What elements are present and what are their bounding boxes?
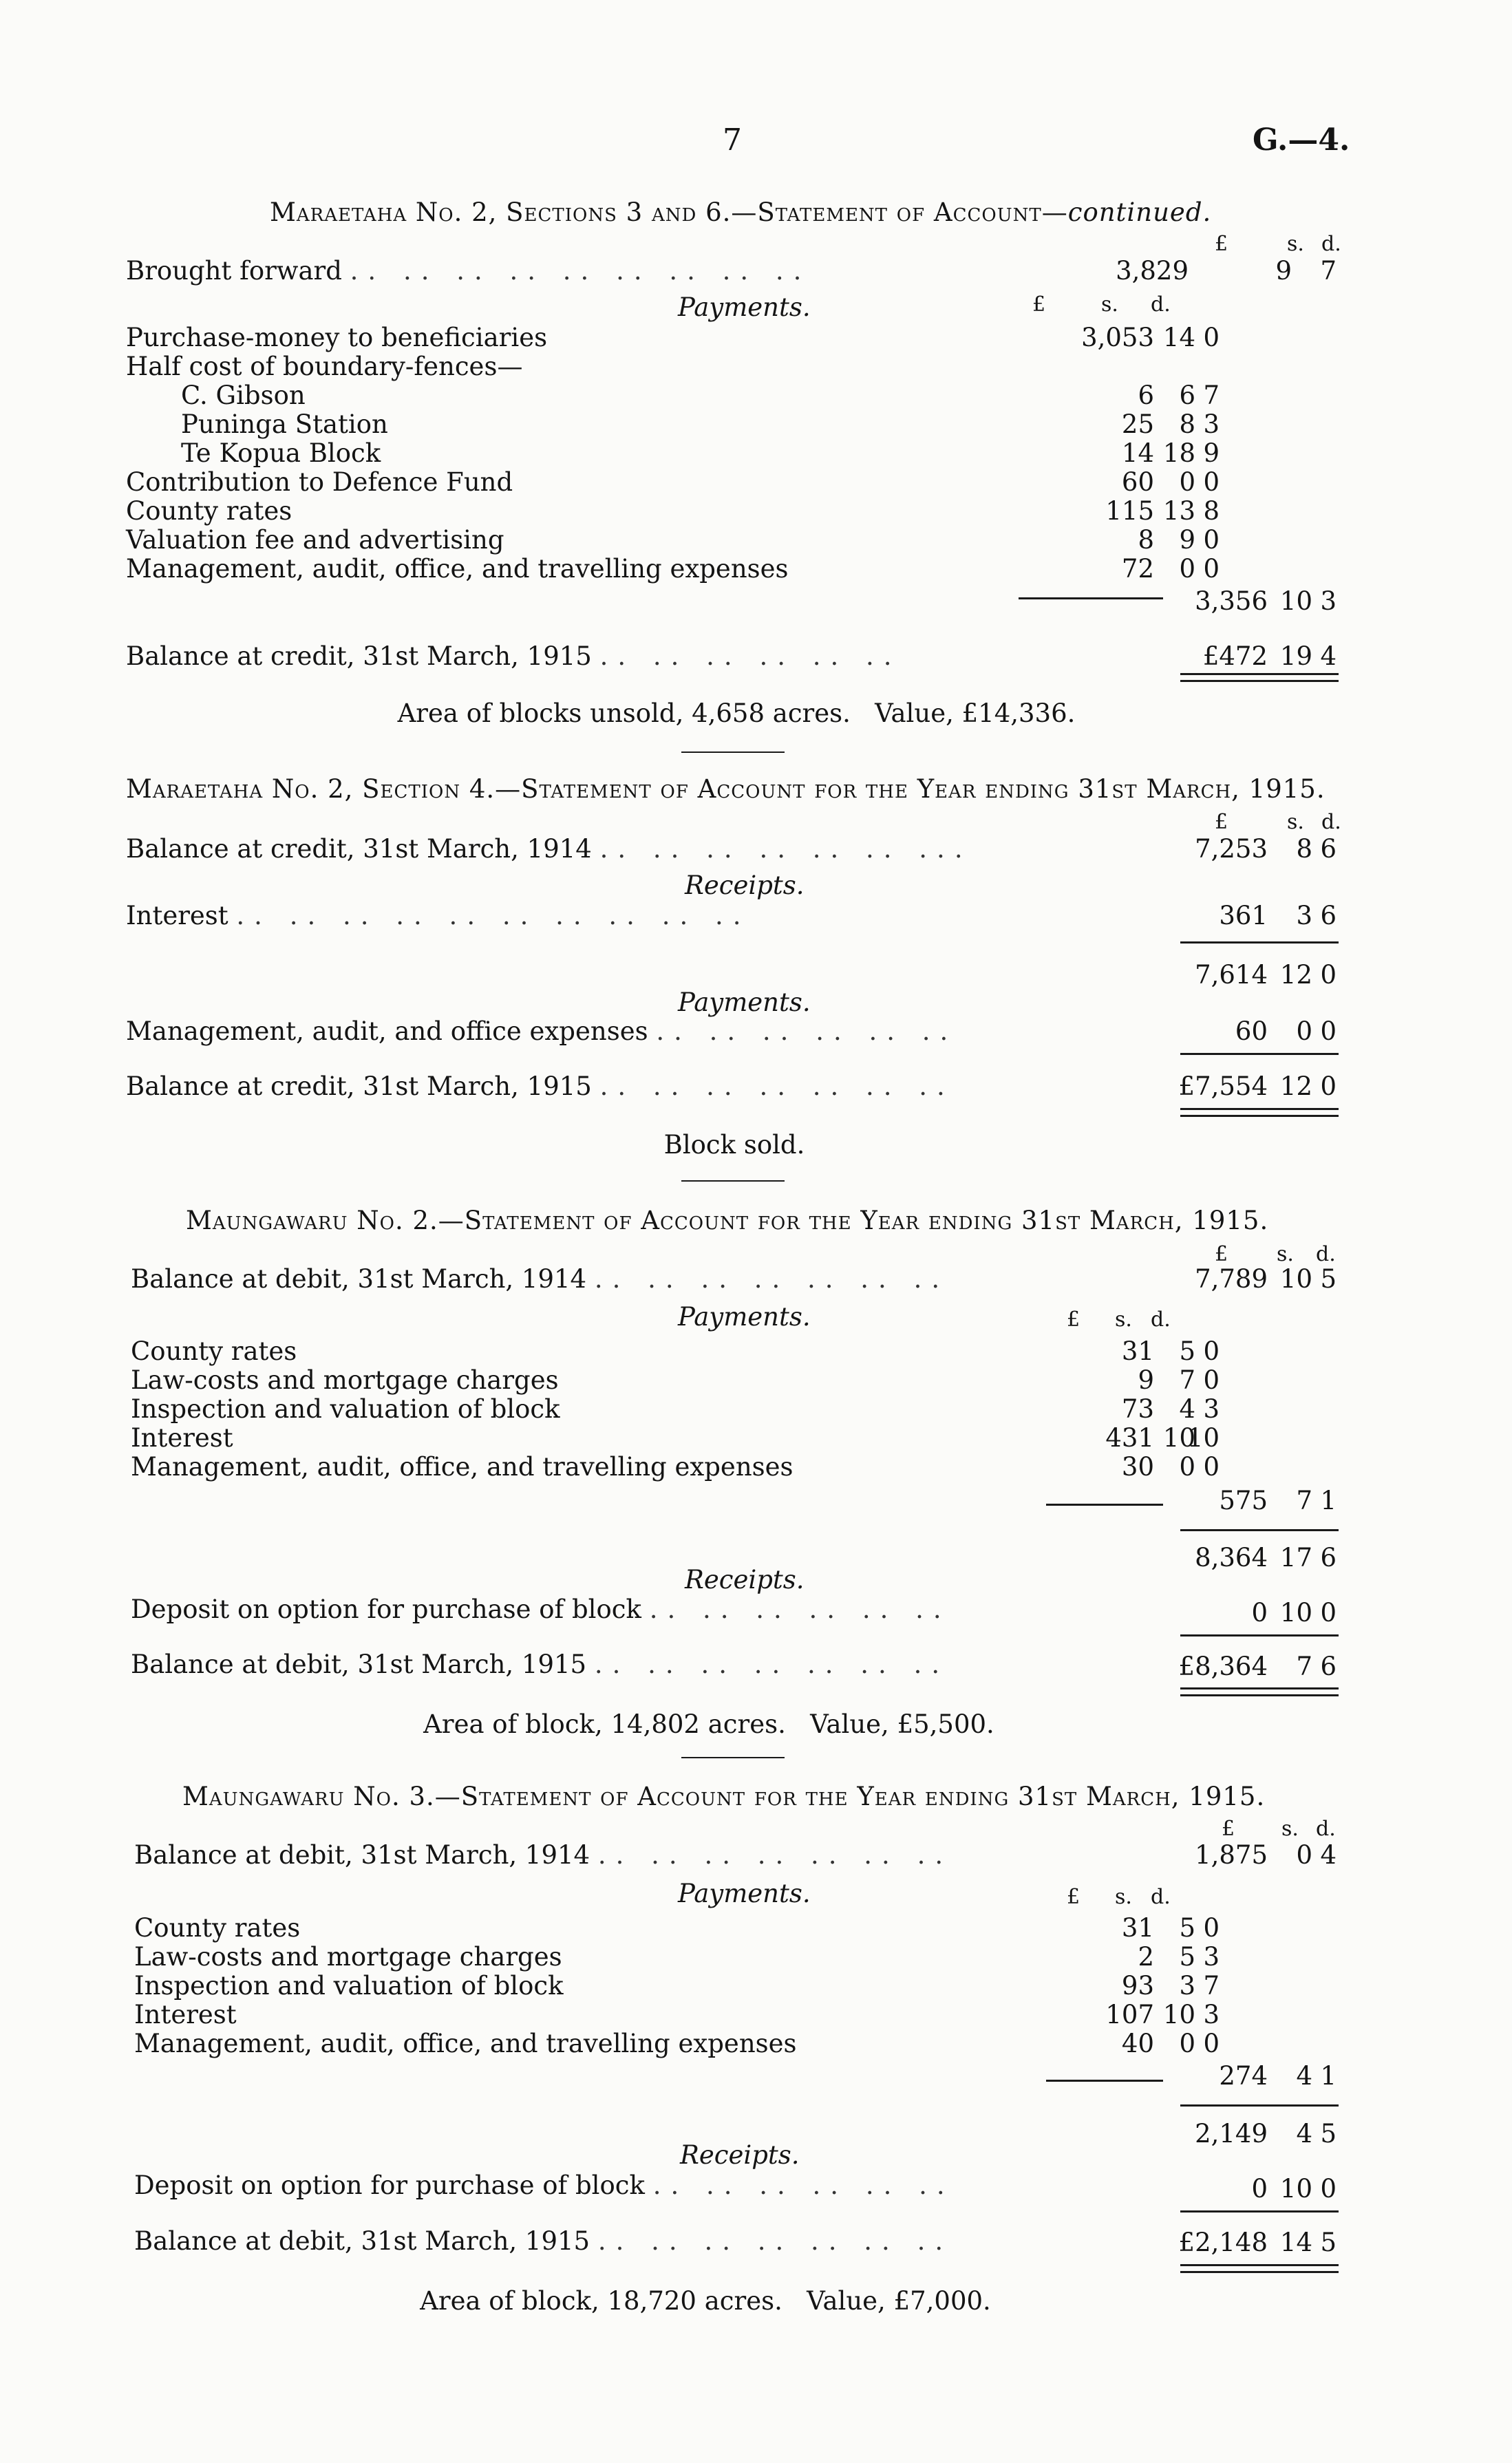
amount-pounds: 361 (1219, 901, 1268, 930)
currency-head-pounds: £ (1067, 1308, 1080, 1332)
currency-head-shillings: s. (1287, 232, 1304, 256)
amount-pence: 0 (1203, 554, 1220, 584)
amount-pence: 6 (1320, 1652, 1337, 1681)
section-footnote: Area of block, 18,720 acres. Value, £7,000. (420, 2286, 991, 2316)
amount-pounds: £7,554 (1178, 1071, 1268, 1101)
amount-pence: 5 (1320, 2119, 1337, 2149)
line-label: Balance at debit, 31st March, 1915 .. .. .. .. .. .. .. (131, 1650, 950, 1679)
currency-head-pence: d. (1151, 1885, 1171, 1909)
line-label: Deposit on option for purchase of block .. .. .. .. .. .. (134, 2171, 955, 2200)
subtotal-rule (1180, 941, 1339, 943)
line-label: C. Gibson (181, 381, 306, 410)
amount-pounds: 14 (1121, 438, 1154, 468)
currency-head-pence: d. (1321, 810, 1341, 834)
amount-shillings: 14 (1162, 323, 1195, 352)
amount-pence: 3 (1203, 1942, 1220, 1972)
line-label: Balance at debit, 31st March, 1914 .. .. .. .. .. .. .. (134, 1840, 953, 1870)
amount-pounds: 0 (1251, 1598, 1268, 1628)
currency-head-pence: d. (1151, 1308, 1171, 1332)
amount-pence: 6 (1320, 901, 1337, 930)
total-rule (1180, 1115, 1339, 1117)
total-rule (1180, 1694, 1339, 1696)
total-rule (1180, 673, 1339, 675)
amount-shillings: 9 (1179, 525, 1195, 555)
line-label: Balance at credit, 31st March, 1915 .. .. .. .. .. .. .. (126, 1071, 955, 1101)
section-divider (681, 1757, 785, 1758)
amount-pounds: 1,875 (1195, 1840, 1268, 1870)
amount-pence: 0 (1320, 2174, 1337, 2204)
subtotal-rule (1180, 1634, 1339, 1636)
amount-shillings: 6 (1179, 381, 1195, 410)
subtotal-rule (1046, 2080, 1163, 2082)
amount-shillings: 9 (1275, 256, 1292, 286)
amount-shillings: 0 (1179, 2029, 1195, 2058)
payments-heading: Payments. (678, 1879, 811, 1908)
amount-pence: 8 (1203, 496, 1220, 526)
payments-heading: Payments. (678, 1302, 811, 1332)
amount-shillings: 14 (1279, 2228, 1312, 2257)
report-reference: G.—4. (1253, 122, 1350, 158)
currency-head-pounds: £ (1215, 1242, 1228, 1266)
line-label: Balance at debit, 31st March, 1915 .. .. .. .. .. .. .. (134, 2226, 953, 2256)
amount-shillings: 3 (1179, 1971, 1195, 2001)
amount-shillings: 17 (1279, 1543, 1312, 1572)
line-label: Management, audit, office, and travelling expenses (134, 2029, 797, 2058)
currency-head-shillings: s. (1287, 810, 1304, 834)
amount-shillings: 5 (1179, 1942, 1195, 1972)
amount-shillings: 10 (1162, 2000, 1195, 2029)
line-label: Brought forward .. .. .. .. .. .. .. .. .. (126, 256, 811, 286)
section-title: Maraetaha No. 2, Sections 3 and 6.—Statement of Account—continued. (270, 198, 1212, 227)
subtotal-rule (1180, 1529, 1339, 1531)
line-label: Interest .. .. .. .. .. .. .. .. .. .. (126, 901, 751, 930)
payments-heading: Payments. (678, 292, 811, 322)
amount-pence: 1 (1320, 2061, 1337, 2091)
payments-heading: Payments. (678, 988, 811, 1017)
line-label: County rates (131, 1336, 297, 1366)
currency-head-shillings: s. (1281, 1817, 1299, 1841)
currency-head-pence: d. (1321, 232, 1341, 256)
line-label: Half cost of boundary-fences— (126, 352, 523, 381)
section-divider (681, 751, 785, 753)
amount-pounds: 431 (1105, 1423, 1154, 1453)
amount-pence: 7 (1203, 1971, 1220, 2001)
line-label: Valuation fee and advertising (126, 525, 504, 555)
amount-pence: 0 (1203, 1913, 1220, 1943)
currency-head-shillings: s. (1277, 1242, 1294, 1266)
amount-pence: 0 (1203, 1452, 1220, 1482)
amount-pence: 0 (1203, 2029, 1220, 2058)
amount-pence: 6 (1320, 834, 1337, 864)
amount-pounds: 6 (1138, 381, 1154, 410)
amount-shillings: 12 (1279, 960, 1312, 990)
amount-pounds: 9 (1138, 1365, 1154, 1395)
amount-pence: 0 (1203, 323, 1220, 352)
amount-shillings: 10 (1162, 1423, 1195, 1453)
amount-pounds: £2,148 (1178, 2228, 1268, 2257)
amount-pounds: 8 (1138, 525, 1154, 555)
line-label: Management, audit, and office expenses .. .. .. .. .. .. (126, 1016, 958, 1046)
receipts-heading: Receipts. (685, 871, 805, 900)
amount-shillings: 10 (1279, 1598, 1312, 1628)
amount-pence: 1 (1320, 1486, 1337, 1515)
line-label: Te Kopua Block (181, 438, 381, 468)
currency-head-pence: d. (1151, 292, 1171, 317)
amount-shillings: 7 (1296, 1652, 1312, 1681)
subtotal-rule (1019, 597, 1163, 599)
amount-shillings: 10 (1279, 2174, 1312, 2204)
line-label: Inspection and valuation of block (131, 1394, 560, 1424)
amount-shillings: 0 (1296, 1016, 1312, 1046)
amount-shillings: 19 (1279, 641, 1312, 671)
amount-shillings: 3 (1296, 901, 1312, 930)
line-label: Deposit on option for purchase of block .. .. .. .. .. .. (131, 1595, 951, 1624)
total-rule (1180, 2271, 1339, 2273)
amount-pence: 0 (1203, 467, 1220, 497)
line-label: Balance at credit, 31st March, 1914 .. .. .. .. .. .. ... (126, 834, 972, 864)
line-label: Balance at debit, 31st March, 1914 .. .. .. .. .. .. .. (131, 1264, 950, 1294)
currency-head-pounds: £ (1067, 1885, 1080, 1909)
currency-head-pounds: £ (1215, 810, 1228, 834)
currency-head-pence: d. (1316, 1817, 1336, 1841)
amount-pence: 4 (1320, 1840, 1337, 1870)
amount-shillings: 13 (1162, 496, 1195, 526)
amount-pounds: 72 (1121, 554, 1154, 584)
amount-pence: 5 (1320, 2228, 1337, 2257)
amount-pounds: 107 (1105, 2000, 1154, 2029)
amount-pence: 0 (1203, 525, 1220, 555)
amount-pence: 0 (1320, 1016, 1337, 1046)
amount-shillings: 0 (1179, 467, 1195, 497)
amount-pounds: 60 (1121, 467, 1154, 497)
subtotal-rule (1180, 2104, 1339, 2107)
amount-pounds: 40 (1121, 2029, 1154, 2058)
amount-pounds: £472 (1202, 641, 1268, 671)
line-label: Management, audit, office, and travelling expenses (131, 1452, 794, 1482)
amount-pence: 0 (1203, 1365, 1220, 1395)
line-label: Inspection and valuation of block (134, 1971, 564, 2001)
page-number: 7 (723, 122, 742, 158)
amount-pounds: 3,053 (1081, 323, 1154, 352)
section-footnote: Area of block, 14,802 acres. Value, £5,500. (423, 1709, 994, 1739)
amount-pounds: 2,149 (1195, 2119, 1268, 2149)
receipts-heading: Receipts. (680, 2140, 800, 2170)
amount-pounds: 25 (1121, 409, 1154, 439)
amount-pence: 0 (1320, 1071, 1337, 1101)
amount-pence: 3 (1203, 1394, 1220, 1424)
amount-pence: 0 (1203, 1336, 1220, 1366)
amount-shillings: 5 (1179, 1913, 1195, 1943)
amount-pence: 0 (1320, 1598, 1337, 1628)
amount-pence: 10 (1186, 1423, 1220, 1453)
amount-pounds: 73 (1121, 1394, 1154, 1424)
currency-head-shillings: s. (1101, 292, 1118, 317)
total-rule (1180, 2264, 1339, 2266)
amount-pounds: 2 (1138, 1942, 1154, 1972)
total-rule (1180, 1108, 1339, 1110)
total-rule (1180, 1687, 1339, 1689)
amount-shillings: 4 (1296, 2119, 1312, 2149)
amount-pence: 4 (1320, 641, 1337, 671)
line-label: Contribution to Defence Fund (126, 467, 513, 497)
amount-pounds: 3,356 (1195, 586, 1268, 616)
amount-pence: 6 (1320, 1543, 1337, 1572)
amount-shillings: 0 (1179, 1452, 1195, 1482)
line-label: Purchase-money to beneficiaries (126, 323, 548, 352)
line-label: Law-costs and mortgage charges (131, 1365, 559, 1395)
amount-pence: 7 (1320, 256, 1337, 286)
line-label: Balance at credit, 31st March, 1915 .. .. .. .. .. .. (126, 641, 902, 671)
amount-pounds: 3,829 (1116, 256, 1189, 286)
amount-pence: 9 (1203, 438, 1220, 468)
amount-pounds: 7,614 (1195, 960, 1268, 990)
amount-shillings: 10 (1279, 586, 1312, 616)
currency-head-shillings: s. (1115, 1308, 1132, 1332)
amount-pence: 7 (1203, 381, 1220, 410)
subtotal-rule (1180, 1053, 1339, 1055)
amount-shillings: 5 (1179, 1336, 1195, 1366)
currency-head-pounds: £ (1222, 1817, 1235, 1841)
line-label: Puninga Station (181, 409, 388, 439)
section-footnote: Area of blocks unsold, 4,658 acres. Value, £14,336. (397, 699, 1076, 728)
amount-pounds: 31 (1121, 1913, 1154, 1943)
amount-pounds: 115 (1105, 496, 1154, 526)
amount-shillings: 10 (1279, 1264, 1312, 1294)
amount-shillings: 8 (1179, 409, 1195, 439)
amount-pounds: 274 (1219, 2061, 1268, 2091)
amount-pounds: 93 (1121, 1971, 1154, 2001)
amount-pounds: 7,789 (1195, 1264, 1268, 1294)
amount-pence: 0 (1320, 960, 1337, 990)
amount-shillings: 7 (1179, 1365, 1195, 1395)
amount-shillings: 4 (1179, 1394, 1195, 1424)
line-label: Interest (131, 1423, 233, 1453)
amount-shillings: 8 (1296, 834, 1312, 864)
section-title: Maraetaha No. 2, Section 4.—Statement of Account for the Year ending 31st March, 1915. (126, 774, 1325, 804)
receipts-heading: Receipts. (685, 1565, 805, 1595)
amount-shillings: 0 (1296, 1840, 1312, 1870)
amount-pounds: 7,253 (1195, 834, 1268, 864)
amount-pounds: 30 (1121, 1452, 1154, 1482)
amount-pence: 5 (1320, 1264, 1337, 1294)
line-label: Interest (134, 2000, 237, 2029)
currency-head-shillings: s. (1115, 1885, 1132, 1909)
amount-pence: 3 (1203, 409, 1220, 439)
amount-pounds: 8,364 (1195, 1543, 1268, 1572)
amount-shillings: 0 (1179, 554, 1195, 584)
amount-pounds: 60 (1235, 1016, 1268, 1046)
section-title: Maungawaru No. 3.—Statement of Account for the Year ending 31st March, 1915. (182, 1782, 1266, 1811)
section-divider (681, 1180, 785, 1182)
amount-pence: 3 (1320, 586, 1337, 616)
amount-pounds: 31 (1121, 1336, 1154, 1366)
section-footnote: Block sold. (663, 1130, 805, 1160)
line-label: Law-costs and mortgage charges (134, 1942, 562, 1972)
total-rule (1180, 680, 1339, 682)
subtotal-rule (1180, 2210, 1339, 2213)
amount-shillings: 18 (1162, 438, 1195, 468)
amount-pounds: 0 (1251, 2174, 1268, 2204)
line-label: County rates (126, 496, 292, 526)
amount-pounds: 575 (1219, 1486, 1268, 1515)
currency-head-pence: d. (1316, 1242, 1336, 1266)
amount-shillings: 4 (1296, 2061, 1312, 2091)
amount-shillings: 7 (1296, 1486, 1312, 1515)
line-label: Management, audit, office, and travelling expenses (126, 554, 789, 584)
currency-head-pounds: £ (1032, 292, 1046, 317)
amount-shillings: 12 (1279, 1071, 1312, 1101)
amount-pence: 3 (1203, 2000, 1220, 2029)
section-title: Maungawaru No. 2.—Statement of Account for the Year ending 31st March, 1915. (186, 1206, 1269, 1235)
currency-head-pounds: £ (1215, 232, 1228, 256)
subtotal-rule (1046, 1504, 1163, 1506)
line-label: County rates (134, 1913, 301, 1943)
amount-pounds: £8,364 (1178, 1652, 1268, 1681)
